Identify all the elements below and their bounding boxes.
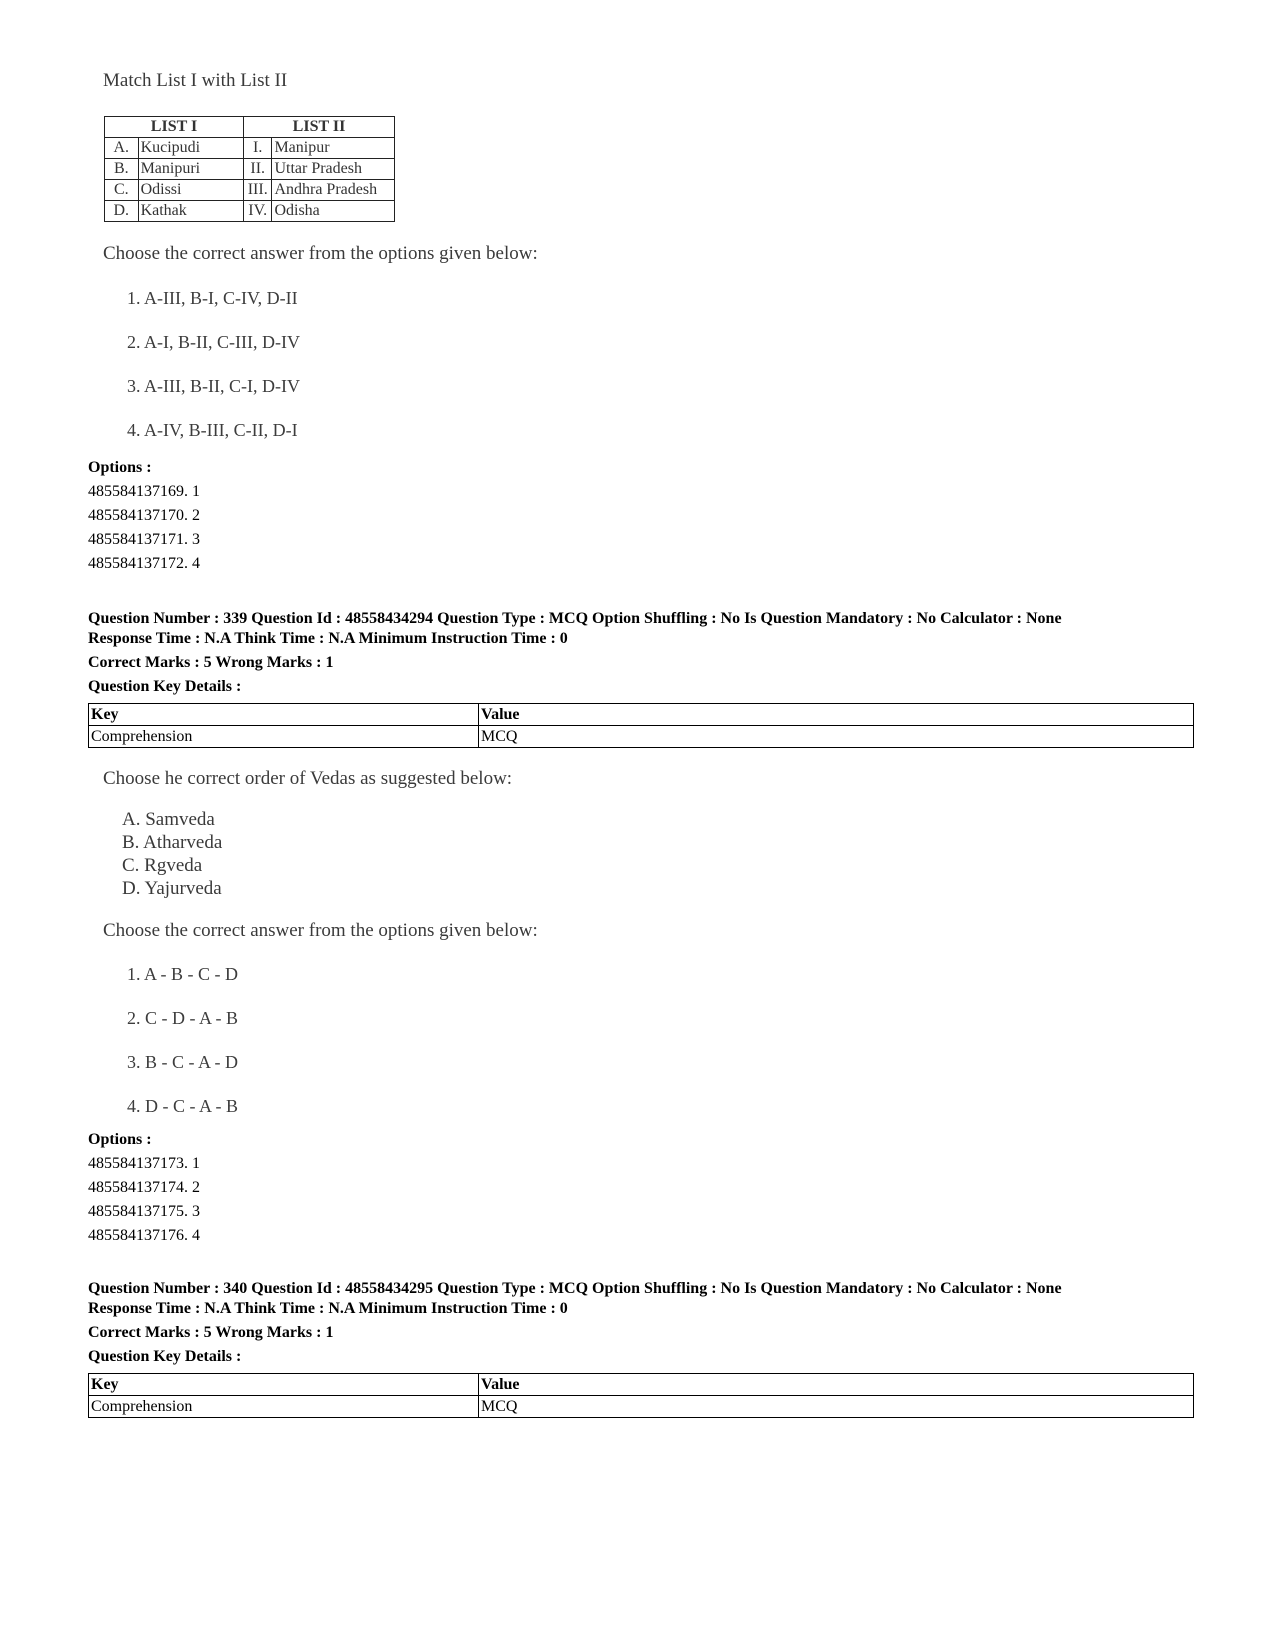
q339-key-table <box>88 703 1194 748</box>
row-state: Andhra Pradesh <box>272 180 395 201</box>
row-letter: B. <box>105 159 139 180</box>
q339-option: 485584137174. 2 <box>88 1179 200 1196</box>
list-one-header: LIST I <box>105 117 244 138</box>
row-dance: Manipuri <box>138 159 243 180</box>
q339-item: B. Atharveda <box>122 832 223 853</box>
row-state: Odisha <box>272 201 395 222</box>
key-cell: Comprehension <box>89 726 479 748</box>
key-table-row <box>89 726 1194 748</box>
row-letter: A. <box>105 138 139 159</box>
match-table-header <box>105 117 395 138</box>
q338-option: 485584137169. 1 <box>88 483 200 500</box>
value-cell: MCQ <box>479 726 1194 748</box>
q338-options-label: Options : <box>88 459 152 476</box>
q339-choice-2: 2. C - D - A - B <box>127 1008 239 1028</box>
row-numeral: III. <box>244 180 272 201</box>
q339-choice-3: 3. B - C - A - D <box>127 1052 239 1072</box>
row-state: Manipur <box>272 138 395 159</box>
q339-item: C. Rgveda <box>122 855 203 876</box>
q340-marks: Correct Marks : 5 Wrong Marks : 1 <box>88 1324 334 1341</box>
q338-option: 485584137170. 2 <box>88 507 200 524</box>
q339-instruction: Choose the correct answer from the options given below: <box>103 920 538 941</box>
q340-key-table <box>88 1373 1194 1418</box>
q340-key-details-label: Question Key Details : <box>88 1348 242 1365</box>
row-state: Uttar Pradesh <box>272 159 395 180</box>
match-table-row <box>105 201 395 222</box>
key-cell: Comprehension <box>89 1396 479 1418</box>
value-header: Value <box>479 704 1194 726</box>
q339-options-label: Options : <box>88 1131 152 1148</box>
q340-header-line-1: Question Number : 340 Question Id : 48558434295 Question Type : MCQ Option Shuffling : No Is Question Mandatory : No Calculator : None <box>88 1280 1062 1297</box>
q338-option: 485584137171. 3 <box>88 531 200 548</box>
row-dance: Kathak <box>138 201 243 222</box>
q338-choice-2: 2. A-I, B-II, C-III, D-IV <box>127 332 300 352</box>
q339-key-details-label: Question Key Details : <box>88 678 242 695</box>
q338-instruction: Choose the correct answer from the options given below: <box>103 243 538 264</box>
key-table-header <box>89 1374 1194 1396</box>
value-header: Value <box>479 1374 1194 1396</box>
row-dance: Kucipudi <box>138 138 243 159</box>
q340-header-line-2: Response Time : N.A Think Time : N.A Minimum Instruction Time : 0 <box>88 1300 568 1317</box>
q339-choice-4: 4. D - C - A - B <box>127 1096 239 1116</box>
q339-choice-1: 1. A - B - C - D <box>127 964 239 984</box>
q339-header-line-1: Question Number : 339 Question Id : 48558434294 Question Type : MCQ Option Shuffling : No Is Question Mandatory : No Calculator : None <box>88 610 1062 627</box>
row-numeral: IV. <box>244 201 272 222</box>
match-table-row <box>105 138 395 159</box>
q339-option: 485584137173. 1 <box>88 1155 200 1172</box>
q338-prompt: Match List I with List II <box>103 70 288 91</box>
q339-option: 485584137175. 3 <box>88 1203 200 1220</box>
q339-item: A. Samveda <box>122 809 215 830</box>
row-letter: C. <box>105 180 139 201</box>
q338-choice-3: 3. A-III, B-II, C-I, D-IV <box>127 376 300 396</box>
key-header: Key <box>89 1374 479 1396</box>
key-table-row <box>89 1396 1194 1418</box>
key-header: Key <box>89 704 479 726</box>
row-dance: Odissi <box>138 180 243 201</box>
match-list-table <box>104 116 395 222</box>
q338-choice-4: 4. A-IV, B-III, C-II, D-I <box>127 420 298 440</box>
q338-option: 485584137172. 4 <box>88 555 200 572</box>
q339-prompt: Choose he correct order of Vedas as suggested below: <box>103 768 513 789</box>
row-numeral: II. <box>244 159 272 180</box>
key-table-header <box>89 704 1194 726</box>
match-table-row <box>105 159 395 180</box>
row-letter: D. <box>105 201 139 222</box>
q339-marks: Correct Marks : 5 Wrong Marks : 1 <box>88 654 334 671</box>
row-numeral: I. <box>244 138 272 159</box>
q339-option: 485584137176. 4 <box>88 1227 200 1244</box>
value-cell: MCQ <box>479 1396 1194 1418</box>
q338-choice-1: 1. A-III, B-I, C-IV, D-II <box>127 288 298 308</box>
list-two-header: LIST II <box>244 117 395 138</box>
q339-item: D. Yajurveda <box>122 878 222 899</box>
match-table-row <box>105 180 395 201</box>
q339-header-line-2: Response Time : N.A Think Time : N.A Minimum Instruction Time : 0 <box>88 630 568 647</box>
